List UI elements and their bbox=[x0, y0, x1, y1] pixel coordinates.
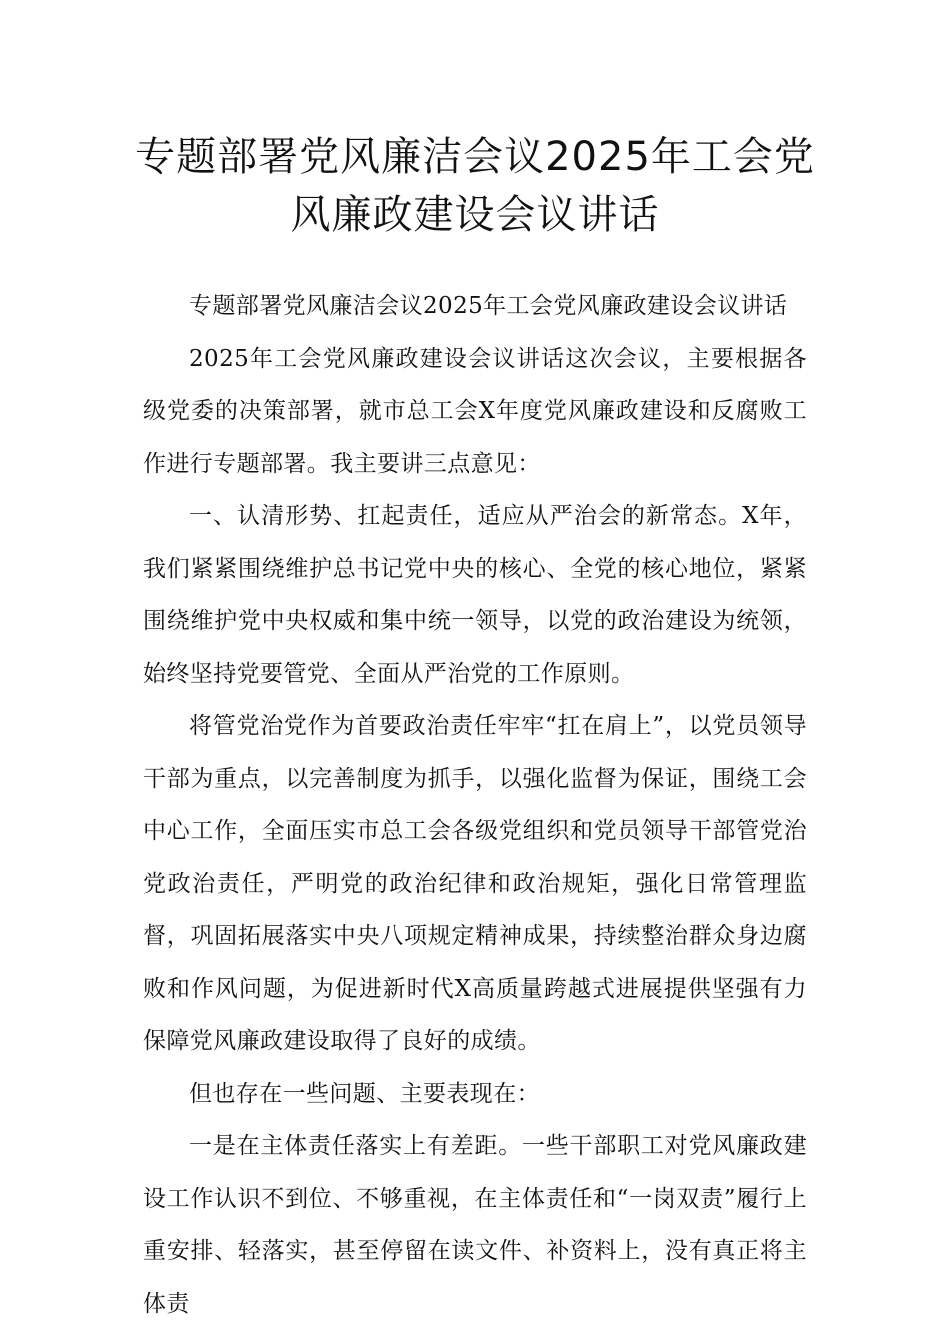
title-line-1: 专题部署党风廉洁会议2025年工会党 bbox=[135, 134, 815, 180]
paragraph: 专题部署党风廉洁会议2025年工会党风廉政建设会议讲话 bbox=[189, 293, 788, 319]
title-line-2: 风廉政建设会议讲话 bbox=[290, 192, 660, 238]
document-body bbox=[143, 280, 807, 1330]
paragraph: 一是在主体责任落实上有差距。一些干部职工对党风廉政建设工作认识不到位、不够重视，在主体责任和“一岗双责”履行上重安排、轻落实，甚至停留在读文件、补资料上，没有真正将主体责 bbox=[143, 1133, 807, 1317]
paragraph: 将管党治党作为首要政治责任牢牢“扛在肩上”，以党员领导干部为重点，以完善制度为抓手，以强化监督为保证，围绕工会中心工作，全面压实市总工会各级党组织和党员领导干部管党治党政治责任，严明党的政治纪律和政治规矩，强化日常管理监督，巩固拓展落实中央八项规定精神成果，持续整治群众身边腐败和作风问题，为促进新时代X高质量跨越式进展提供坚强有力保障党风廉政建设取得了良好的成绩。 bbox=[143, 713, 807, 1054]
paragraph: 但也存在一些问题、主要表现在： bbox=[189, 1080, 540, 1107]
document-title bbox=[130, 128, 820, 244]
paragraph: 2025年工会党风廉政建设会议讲话这次会议，主要根据各级党委的决策部署，就市总工会X年度党风廉政建设和反腐败工作进行专题部署。我主要讲三点意见： bbox=[143, 345, 807, 477]
paragraph: 一、认清形势、扛起责任，适应从严治会的新常态。X年，我们紧紧围绕维护总书记党中央的核心、全党的核心地位，紧紧围绕维护党中央权威和集中统一领导，以党的政治建设为统领，始终坚持党要管党、全面从严治党的工作原则。 bbox=[143, 503, 807, 687]
